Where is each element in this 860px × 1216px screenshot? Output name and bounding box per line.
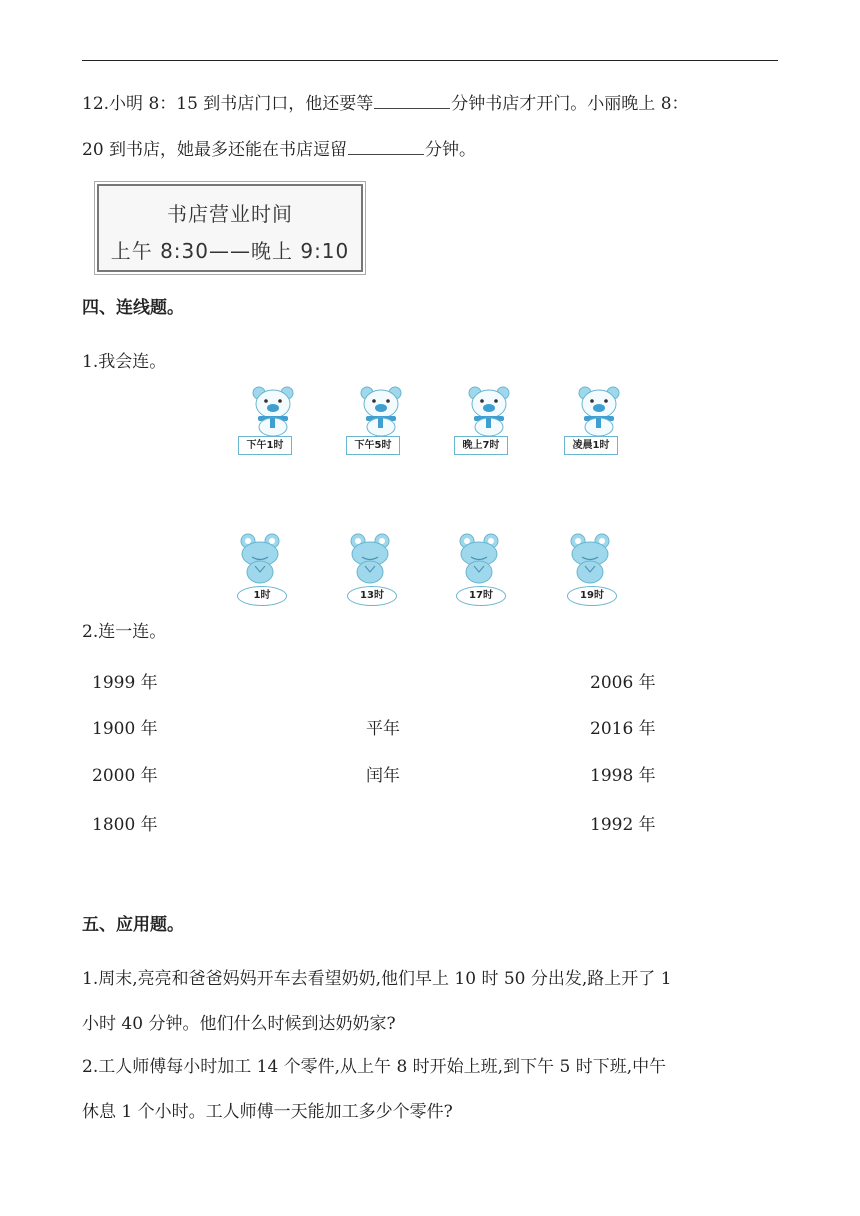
year-left-3[interactable]: 2000 年 bbox=[92, 766, 158, 786]
frog-time-tag[interactable]: 13时 bbox=[347, 586, 397, 606]
q12-line-1 bbox=[82, 92, 689, 116]
bear-time-tag[interactable]: 晚上7时 bbox=[454, 436, 508, 455]
frog-time-tag[interactable]: 1时 bbox=[237, 586, 287, 606]
problem-1-line-2: 小时 40 分钟。他们什么时候到达奶奶家? bbox=[82, 1014, 396, 1034]
bear-icon bbox=[348, 384, 414, 436]
bear-time-tag[interactable]: 下午5时 bbox=[346, 436, 400, 455]
bookstore-hours-sign bbox=[97, 184, 363, 272]
sign-title: 书店营业时间 bbox=[167, 202, 293, 226]
section-5-heading: 五、应用题。 bbox=[82, 915, 184, 935]
frog-time-tag[interactable]: 19时 bbox=[567, 586, 617, 606]
year-right-3[interactable]: 1998 年 bbox=[590, 766, 656, 786]
answer-blank-1[interactable] bbox=[374, 92, 450, 109]
q12-text-2a: 20 到书店，她最多还能在书店逗留 bbox=[82, 140, 348, 160]
year-left-2[interactable]: 1900 年 bbox=[92, 719, 158, 739]
frog-icon bbox=[346, 532, 394, 588]
bear-time-tag[interactable]: 下午1时 bbox=[238, 436, 292, 455]
q12-text-2b: 分钟。 bbox=[425, 140, 477, 160]
q12-line-2 bbox=[82, 138, 476, 162]
bear-icon bbox=[566, 384, 632, 436]
bear-icon bbox=[456, 384, 522, 436]
frog-icon bbox=[236, 532, 284, 588]
problem-2-line-1: 2.工人师傅每小时加工 14 个零件,从上午 8 时开始上班,到下午 5 时下班,中午 bbox=[82, 1057, 667, 1077]
q4-1-label: 1.我会连。 bbox=[82, 352, 167, 372]
frog-icon bbox=[455, 532, 503, 588]
category-common-year[interactable]: 平年 bbox=[366, 719, 400, 739]
frog-icon bbox=[566, 532, 614, 588]
section-4-heading: 四、连线题。 bbox=[82, 298, 184, 318]
header-rule bbox=[82, 60, 778, 61]
q4-2-label: 2.连一连。 bbox=[82, 622, 167, 642]
answer-blank-2[interactable] bbox=[348, 138, 424, 155]
q12-text-1b: 分钟书店才开门。小丽晚上 8： bbox=[451, 94, 689, 114]
year-left-4[interactable]: 1800 年 bbox=[92, 815, 158, 835]
q12-text-1a: 12.小明 8：15 到书店门口，他还要等 bbox=[82, 94, 374, 114]
problem-2-line-2: 休息 1 个小时。工人师傅一天能加工多少个零件? bbox=[82, 1102, 453, 1122]
frog-time-tag[interactable]: 17时 bbox=[456, 586, 506, 606]
year-right-1[interactable]: 2006 年 bbox=[590, 673, 656, 693]
category-leap-year[interactable]: 闰年 bbox=[366, 766, 400, 786]
sign-hours: 上午 8:30——晚上 9:10 bbox=[110, 239, 350, 263]
bear-time-tag[interactable]: 凌晨1时 bbox=[564, 436, 618, 455]
year-right-4[interactable]: 1992 年 bbox=[590, 815, 656, 835]
year-right-2[interactable]: 2016 年 bbox=[590, 719, 656, 739]
bear-icon bbox=[240, 384, 306, 436]
year-left-1[interactable]: 1999 年 bbox=[92, 673, 158, 693]
problem-1-line-1: 1.周末,亮亮和爸爸妈妈开车去看望奶奶,他们早上 10 时 50 分出发,路上开了 1 bbox=[82, 969, 672, 989]
